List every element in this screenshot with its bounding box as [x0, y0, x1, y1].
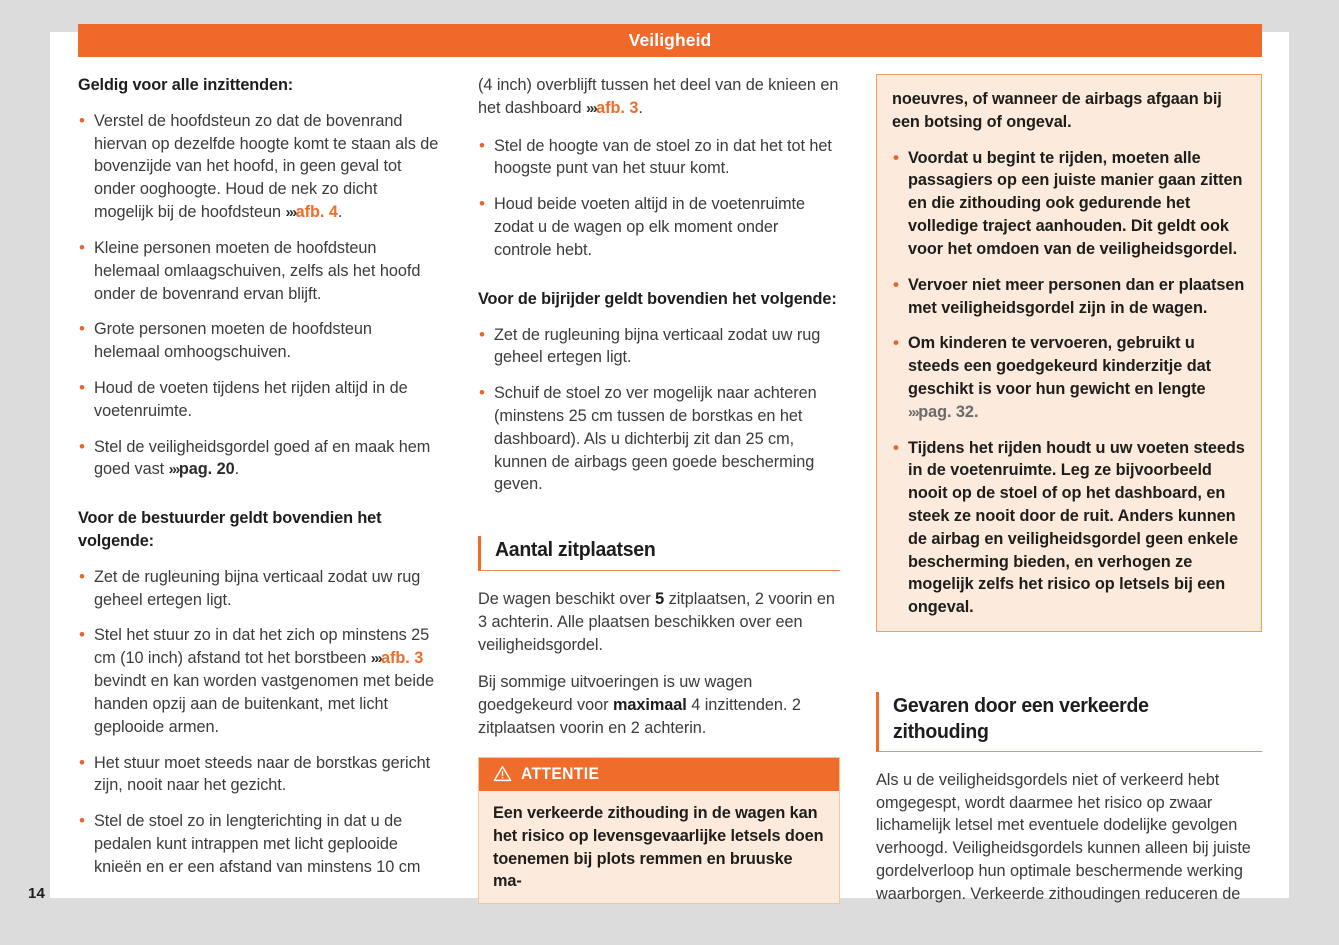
- column-right: [866, 74, 1262, 903]
- section-title: Gevaren door een verkeerde zithouding: [893, 694, 1149, 743]
- list-item: • Voordat u begint te rijden, moeten alle passagiers op een juiste manier gaan zitten en die zithouding ook gedurende het volledige traject aanhouden. Dit geldt ook voor het omdoen van de veiligheidsgordel.: [892, 147, 1245, 261]
- list-item: • Het stuur moet steeds naar de borstkas gericht zijn, nooit naar het gezicht.: [78, 752, 440, 798]
- attention-continued-text: noeuvres, of wanneer de airbags afgaan bij een botsing of ongeval.: [892, 90, 1222, 131]
- list-item: • Tijdens het rijden houdt u uw voeten steeds in de voetenruimte. Leg ze bijvoorbeeld nooit op de stoel of op het dashboard, en steek ze nooit door de ruit. Anders kunnen de airbag en veiligheidsgordel geen enkele bescherming bieden, en verhogen ze mogelijk zelfs het risico op letsels bij een ongeval.: [892, 437, 1245, 620]
- list-item: [78, 624, 440, 738]
- paragraph-text: De wagen beschikt over: [478, 590, 656, 609]
- cross-reference-link[interactable]: afb. 3: [380, 649, 424, 668]
- list-item: [78, 110, 440, 224]
- bullet-text-tail: .: [337, 203, 343, 222]
- bullet-text: Om kinderen te vervoeren, gebruikt u steeds een goedgekeurd kinderzitje dat geschikt is voor hun gewicht en lengte: [908, 334, 1212, 398]
- paragraph-max-occupants: [478, 671, 840, 739]
- chevron-ref-icon: ›››: [585, 99, 597, 117]
- paragraph-text-tail: .: [638, 98, 643, 117]
- column-left: [78, 74, 470, 894]
- bullet-text-tail: bevindt en kan worden vastgenomen met beide handen opzij aan de buitenkant, met licht geplooide armen.: [94, 672, 434, 736]
- chapter-header-bar: [78, 24, 1262, 57]
- paragraph-text-tail: zitplaatsen, 2 voorin en 3 achterin. Alle plaatsen beschikken over een veiligheidsgordel.: [478, 590, 835, 654]
- list-item: • Stel de stoel zo in lengterichting in dat u de pedalen kunt intrappen met licht geplooide knieën en er een afstand van minstens 10 cm: [78, 810, 440, 878]
- list-item: • Grote personen moeten de hoofdsteun helemaal omhoogschuiven.: [78, 318, 440, 364]
- attention-text: Een verkeerde zithouding in de wagen kan het risico op levensgevaarlijke letsels doen toenemen bij plots remmen en bruuske ma-: [493, 803, 824, 891]
- page-reference-link[interactable]: pag. 20: [178, 460, 235, 479]
- warning-triangle-icon: [493, 765, 512, 782]
- chevron-ref-icon: ›››: [370, 650, 381, 668]
- section-heading-seat-count: [478, 536, 840, 571]
- list-item: • Houd beide voeten altijd in de voetenruimte zodat u de wagen op elk moment onder controle hebt.: [478, 193, 840, 261]
- attention-label: ATTENTIE: [521, 763, 600, 783]
- bullet-text: Stel het stuur zo in dat het zich op minstens 25 cm (10 inch) afstand tot het borstbeen: [94, 626, 430, 668]
- attention-box-body: [479, 791, 839, 903]
- page-number: 14: [28, 885, 46, 902]
- list-item: • Zet de rugleuning bijna verticaal zodat uw rug geheel ertegen ligt.: [78, 566, 440, 612]
- attention-box: [478, 757, 840, 904]
- seat-count-value: 5: [655, 590, 665, 609]
- list-item: • Vervoer niet meer personen dan er plaatsen met veiligheidsgordel zijn in de wagen.: [892, 274, 1245, 320]
- list-item: • Kleine personen moeten de hoofdsteun helemaal omlaagschuiven, zelfs als het hoofd onder de bovenrand ervan blijft.: [78, 237, 440, 305]
- page-reference-link[interactable]: pag. 32: [918, 402, 974, 421]
- paragraph-seat-count: [478, 588, 840, 656]
- paragraph-dangers: Als u de veiligheidsgordels niet of verkeerd hebt omgegespt, wordt daarmee het risico op zwaar lichamelijk letsel met eventuele dodelijke gevolgen verhoogd. Veiligheidsgordels kunnen alleen bij juiste gordelverloop hun optimale beschermende werking waarborgen. Verkeerde zithoudingen reduceren de: [876, 770, 1251, 903]
- cross-reference-link[interactable]: afb. 3: [596, 98, 639, 117]
- column-middle: [470, 74, 866, 894]
- attention-box-continued: [876, 74, 1262, 632]
- cross-reference-link[interactable]: afb. 4: [295, 203, 338, 222]
- paragraph-text: (4 inch) overblijft tussen het deel van de knieen en het dashboard: [478, 76, 839, 117]
- subheading-for-passenger: Voor de bijrijder geldt bovendien het volgende:: [478, 289, 837, 308]
- list-item: • Zet de rugleuning bijna verticaal zodat uw rug geheel ertegen ligt.: [478, 324, 840, 370]
- text-columns: [78, 74, 1262, 903]
- bullet-text-tail: .: [234, 460, 240, 479]
- subheading-valid-for-all: Geldig voor alle inzittenden:: [78, 76, 294, 94]
- section-heading-dangers: [876, 692, 1262, 752]
- chevron-ref-icon: ›››: [285, 204, 296, 222]
- list-item: • Houd de voeten tijdens het rijden altijd in de voetenruimte.: [78, 377, 440, 423]
- paragraph-text: Bij sommige uitvoeringen is uw wagen goedgekeurd voor: [478, 673, 753, 715]
- bullet-text: Verstel de hoofdsteun zo dat de bovenrand hiervan op dezelfde hoogte komt te staan als de bovenzijde van het hoofd, in geen geval tot onder ooghoogte. Houd de nek zo dicht mogelijk bij de hoofdsteun: [94, 111, 439, 222]
- subheading-for-driver: Voor de bestuurder geldt bovendien het volgende:: [78, 509, 382, 550]
- bullet-text-tail: .: [973, 402, 979, 421]
- list-item: • Stel de hoogte van de stoel zo in dat het tot het hoogste punt van het stuur komt.: [478, 135, 840, 181]
- max-occupants-label: maximaal: [612, 696, 687, 715]
- paragraph-text-tail: 4 inzittenden. 2 zitplaatsen voorin en 2 achterin.: [478, 696, 801, 738]
- list-item: [892, 332, 1245, 423]
- section-title: Aantal zitplaatsen: [495, 538, 656, 562]
- chapter-title: Veiligheid: [628, 30, 712, 50]
- continued-paragraph: [478, 74, 840, 120]
- chevron-ref-icon: ›››: [168, 461, 179, 479]
- list-item: • Schuif de stoel zo ver mogelijk naar achteren (minstens 25 cm tussen de borstkas en het dashboard). Als u dichterbij zit dan 25 cm, kunnen de airbags geen goede bescherming geven.: [478, 382, 840, 496]
- bullet-text: Stel de veiligheidsgordel goed af en maak hem goed vast: [94, 437, 431, 479]
- list-item: [78, 436, 440, 482]
- attention-box-header: [479, 758, 839, 791]
- chevron-ref-icon: ›››: [908, 403, 919, 421]
